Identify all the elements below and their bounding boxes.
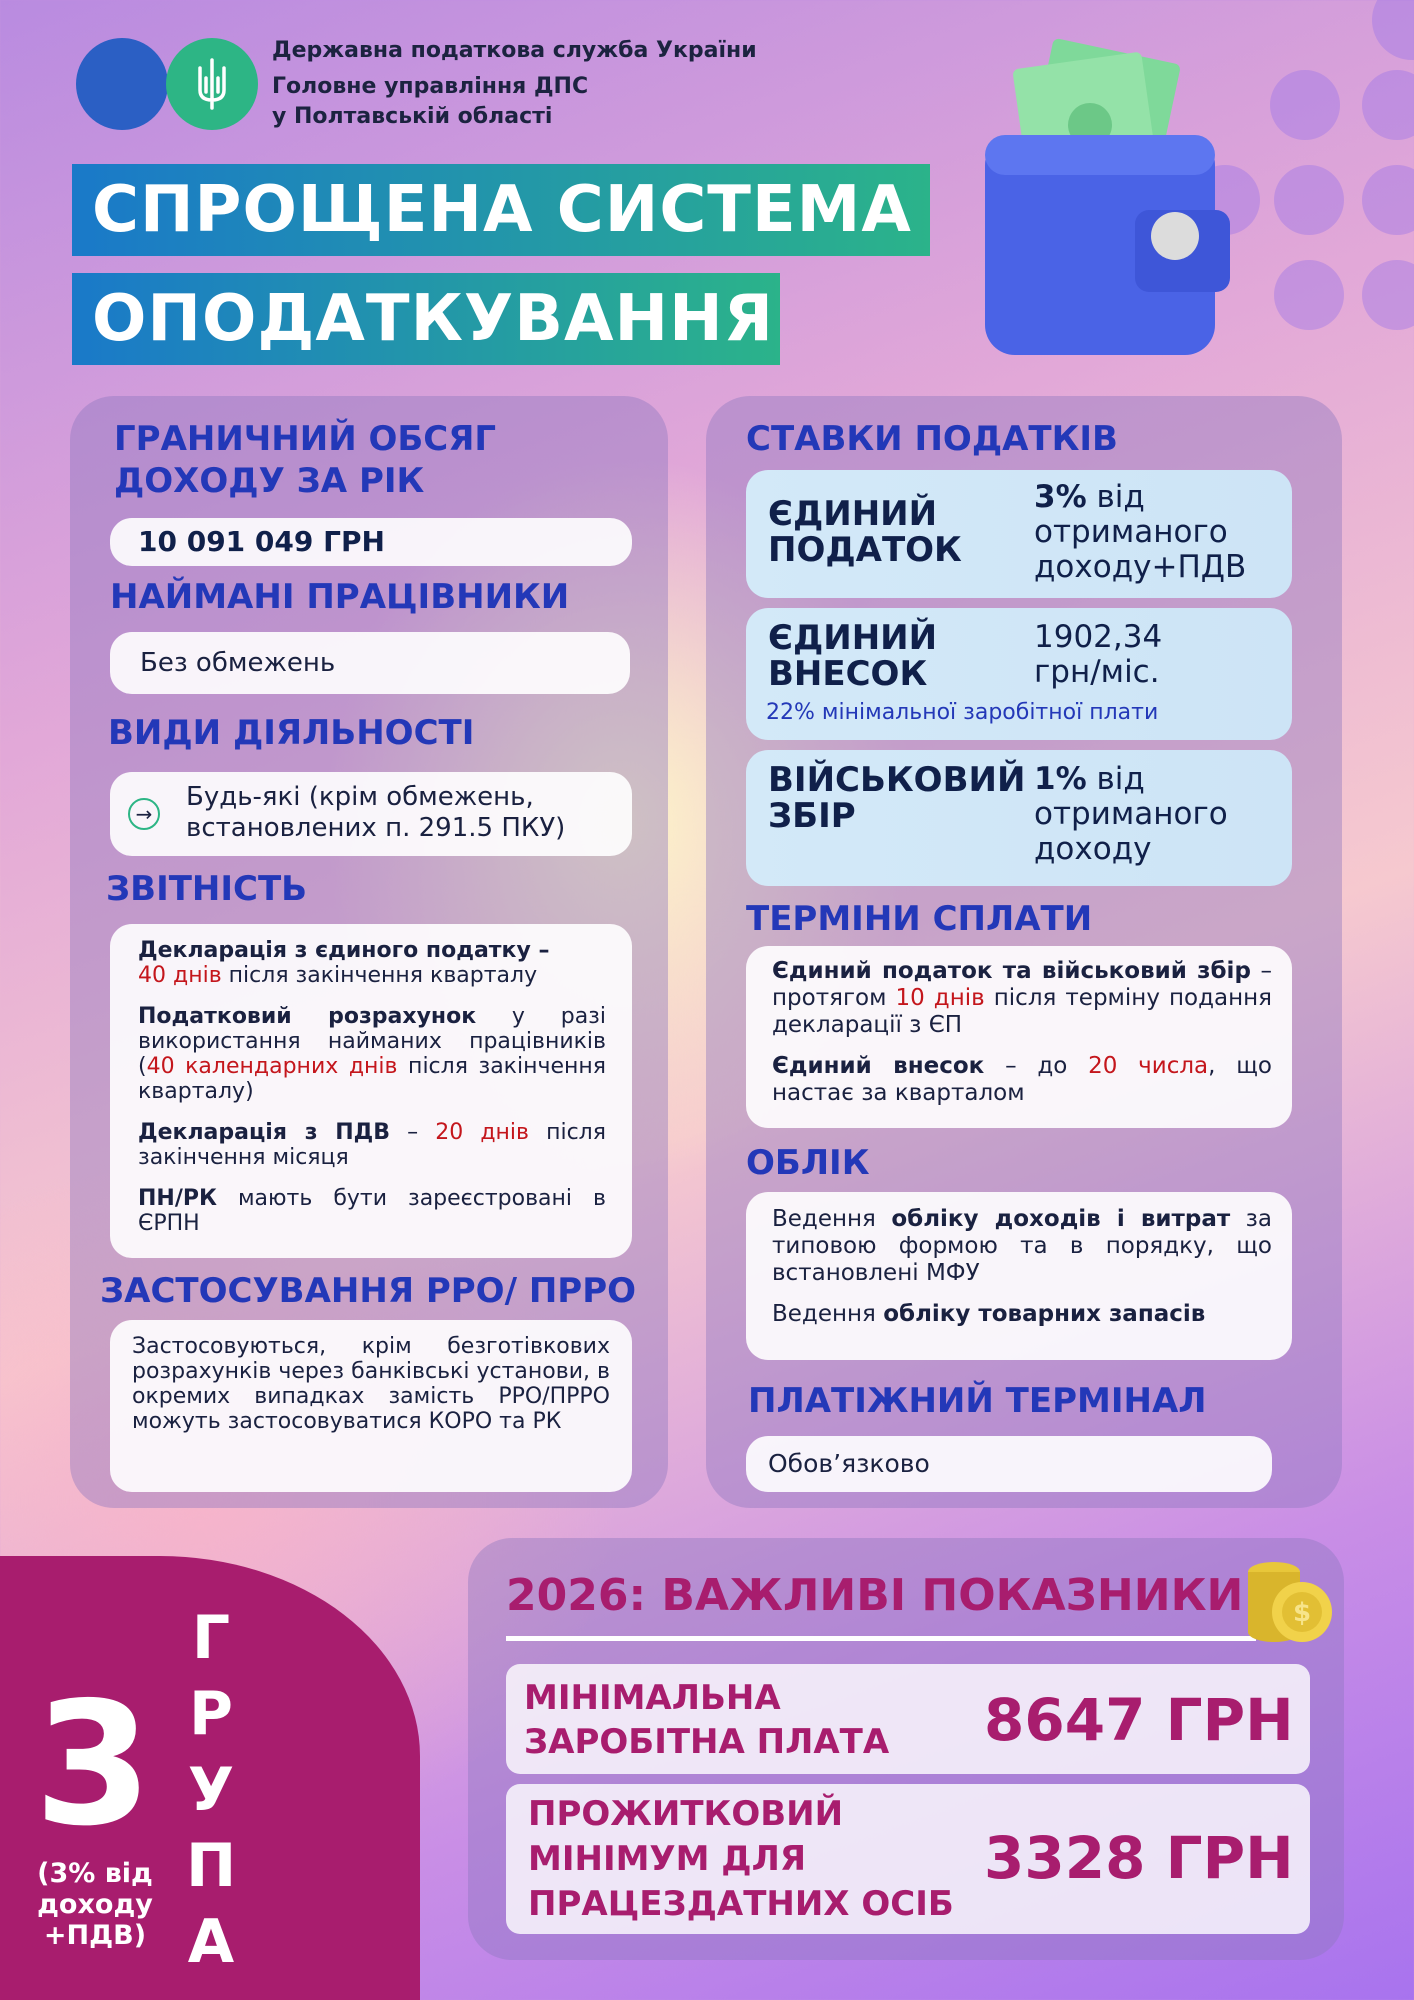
income-value-box (110, 518, 632, 566)
group-word-letter: Г (191, 1603, 231, 1673)
subsistence-box (506, 1784, 1310, 1934)
group-word-letter: У (187, 1755, 235, 1825)
single-tax-value: 3% від отриманого доходу+ПДВ (1034, 479, 1247, 585)
accounting-item-2: Ведення обліку товарних запасів (772, 1301, 1206, 1327)
military-levy-name: ВІЙСЬКОВИЙ ЗБІР (768, 760, 1026, 836)
terms-item-1: Єдиний податок та військовий збір – протягом 10 днів після терміну подання декларації з ЄП (772, 958, 1272, 1038)
employees-value: Без обмежень (140, 648, 336, 678)
subsistence-value: 3328 ГРН (984, 1824, 1294, 1892)
reporting-heading: ЗВІТНІСТЬ (106, 869, 308, 909)
indicators-divider (506, 1636, 1256, 1641)
org-line-1: Державна податкова служба України (272, 38, 757, 63)
organization-name (272, 36, 757, 132)
single-tax-box (746, 470, 1292, 598)
terms-heading: ТЕРМІНИ СПЛАТИ (746, 899, 1093, 939)
min-wage-box (506, 1664, 1310, 1774)
group-number: 3 (34, 1666, 153, 1864)
wallet-icon (980, 30, 1240, 360)
single-contribution-box (746, 608, 1292, 740)
reporting-box (110, 924, 632, 1258)
page-title-line-1: СПРОЩЕНА СИСТЕМА (72, 164, 930, 256)
min-wage-label: МІНІМАЛЬНА ЗАРОБІТНА ПЛАТА (524, 1678, 890, 1762)
military-levy-value: 1% від отриманого доходу (1034, 761, 1228, 867)
military-levy-box (746, 750, 1292, 886)
single-tax-name: ЄДИНИЙ ПОДАТОК (768, 494, 962, 570)
rro-text: Застосовуються, крім безготівкових розрахунків через банківські установи, в окремих випадках замість РРО/ПРРО можуть застосовуватися КОРО та РК (132, 1334, 610, 1434)
activities-line-2: встановлених п. 291.5 ПКУ) (186, 813, 566, 843)
activities-box (110, 772, 632, 856)
rates-heading: СТАВКИ ПОДАТКІВ (746, 419, 1118, 459)
income-value: 10 091 049 ГРН (138, 525, 385, 558)
terminal-box (746, 1436, 1272, 1492)
rro-heading: ЗАСТОСУВАННЯ РРО/ ПРРО (100, 1271, 637, 1311)
group-word-letter: П (186, 1831, 237, 1901)
org-line-2: Головне управління ДПС (272, 74, 589, 99)
accounting-heading: ОБЛІК (746, 1143, 870, 1183)
group-word-letter: А (187, 1907, 235, 1977)
terminal-value: Обов’язково (768, 1449, 930, 1478)
group-word-letter: Р (189, 1679, 233, 1749)
svg-text:$: $ (1292, 1598, 1312, 1628)
reporting-item-1: Декларація з єдиного податку – 40 днів після закінчення кварталу (138, 938, 550, 988)
single-contribution-name: ЄДИНИЙ ВНЕСОК (768, 618, 938, 694)
single-contribution-note: 22% мінімальної заробітної плати (766, 700, 1159, 725)
coins-icon (1244, 1552, 1336, 1648)
min-wage-value: 8647 ГРН (984, 1686, 1294, 1754)
page-title-line-2: ОПОДАТКУВАННЯ (72, 273, 780, 365)
employees-value-box (110, 632, 630, 694)
terminal-heading: ПЛАТІЖНИЙ ТЕРМІНАЛ (748, 1381, 1207, 1421)
accounting-box (746, 1192, 1292, 1360)
single-contribution-value: 1902,34 грн/міс. (1034, 619, 1163, 690)
income-heading: ГРАНИЧНИЙ ОБСЯГ ДОХОДУ ЗА РІК (114, 419, 497, 501)
logo-blue-circle (76, 38, 168, 130)
trident-icon (166, 38, 258, 130)
reporting-item-2: Податковий розрахунок у разі використання найманих працівників (40 календарних днів після закінчення кварталу) (138, 1004, 607, 1104)
terms-box (746, 946, 1292, 1128)
reporting-item-4: ПН/РК мають бути зареєстровані в ЄРПН (138, 1186, 606, 1236)
terms-item-2: Єдиний внесок – до 20 числа, що настає за кварталом (772, 1053, 1272, 1106)
reporting-item-3: Декларація з ПДВ – 20 днів після закінчення місяця (138, 1120, 606, 1170)
indicators-heading: 2026: ВАЖЛИВІ ПОКАЗНИКИ (506, 1570, 1244, 1621)
arrow-right-icon: → (128, 798, 160, 830)
subsistence-label: ПРОЖИТКОВИЙ МІНІМУМ ДЛЯ ПРАЦЕЗДАТНИХ ОСІБ (528, 1794, 954, 1924)
activities-heading: ВИДИ ДІЯЛЬНОСТІ (108, 713, 475, 753)
org-line-3: у Полтавській області (272, 104, 553, 129)
accounting-item-1: Ведення обліку доходів і витрат за типовою формою та в порядку, що встановлені МФУ (772, 1206, 1272, 1286)
employees-heading: НАЙМАНІ ПРАЦІВНИКИ (110, 577, 570, 617)
rro-box (110, 1320, 632, 1492)
group-note: (3% від доходу +ПДВ) (37, 1858, 153, 1951)
group-word (186, 1600, 236, 1980)
activities-line-1: Будь-які (крім обмежень, (186, 782, 534, 812)
